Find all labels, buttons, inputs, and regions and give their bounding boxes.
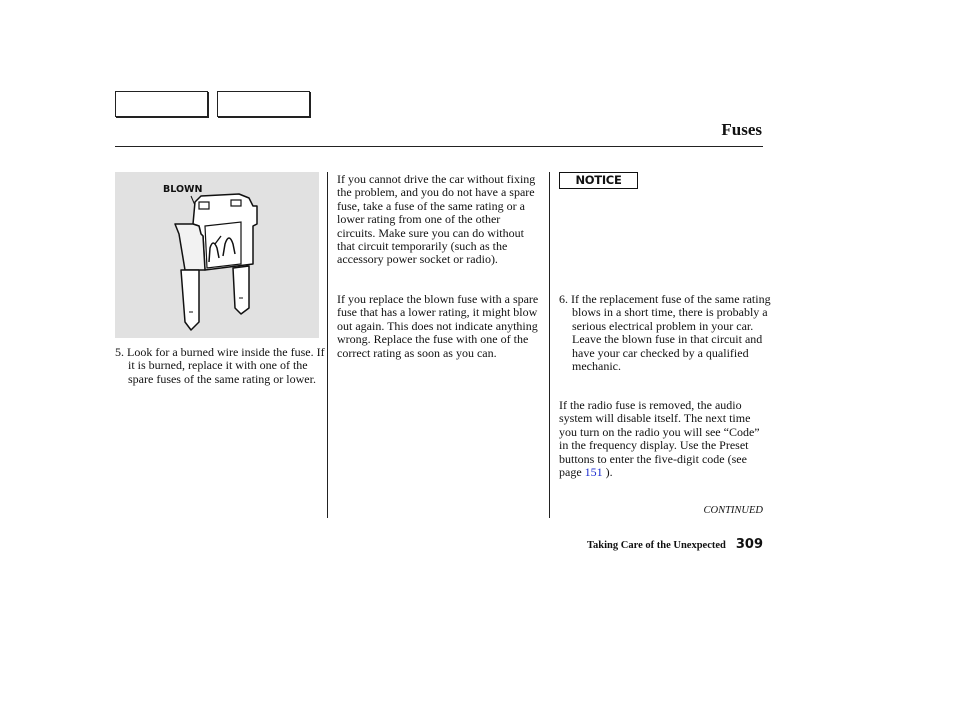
paragraph-radio-code: [559, 399, 763, 479]
fuse-illustration: [115, 172, 319, 338]
column-divider-2: [549, 172, 550, 518]
nav-button-2[interactable]: [217, 91, 310, 117]
continued-label: CONTINUED: [703, 505, 763, 516]
radio-text: If the radio fuse is removed, the audio system will disable itself. The next time you turn on the radio you will see “Code” in the frequency display. Use the Preset buttons to enter the five-digit code (see page: [559, 398, 760, 480]
paragraph-no-spare: If you cannot drive the car without fixing the problem, and you do not have a spare fuse, take a fuse of the same rating or a lower rating from one of the other circuits. Make sure you can do without that circuit temporarily (such as the accessory power socket or radio).: [337, 172, 536, 267]
step-6-text: If the replacement fuse of the same rating blows in a short time, there is probably a serious electrical problem in your car. Leave the blown fuse in that circuit and have your car checked by a qualified mechanic.: [571, 292, 771, 374]
step-5: [115, 346, 332, 386]
step-5-text: Look for a burned wire inside the fuse. If it is burned, replace it with one of the spare fuses of the same rating or lower.: [127, 345, 325, 386]
notice-label: NOTICE: [559, 172, 638, 189]
paragraph-lower-rating: If you replace the blown fuse with a spare fuse that has a lower rating, it might blow out again. This does not indicate anything wrong. Replace the fuse with one of the correct rating as soon as you can.: [337, 292, 539, 360]
column-divider-1: [327, 172, 328, 518]
page-number: 309: [735, 537, 763, 552]
nav-button-1[interactable]: [115, 91, 208, 117]
page-title: Fuses: [721, 120, 762, 139]
section-name: Taking Care of the Unexpected: [587, 540, 726, 551]
header-rule: [115, 146, 763, 147]
step-5-number: 5.: [115, 345, 124, 359]
blown-fuse-drawing: [115, 172, 319, 338]
radio-tail: ).: [605, 465, 613, 480]
page-footer: [587, 537, 763, 552]
figure-caption: BLOWN: [163, 184, 203, 195]
step-6-number: 6.: [559, 292, 568, 306]
page-link-151[interactable]: 151: [584, 465, 603, 480]
step-6: [559, 293, 776, 373]
